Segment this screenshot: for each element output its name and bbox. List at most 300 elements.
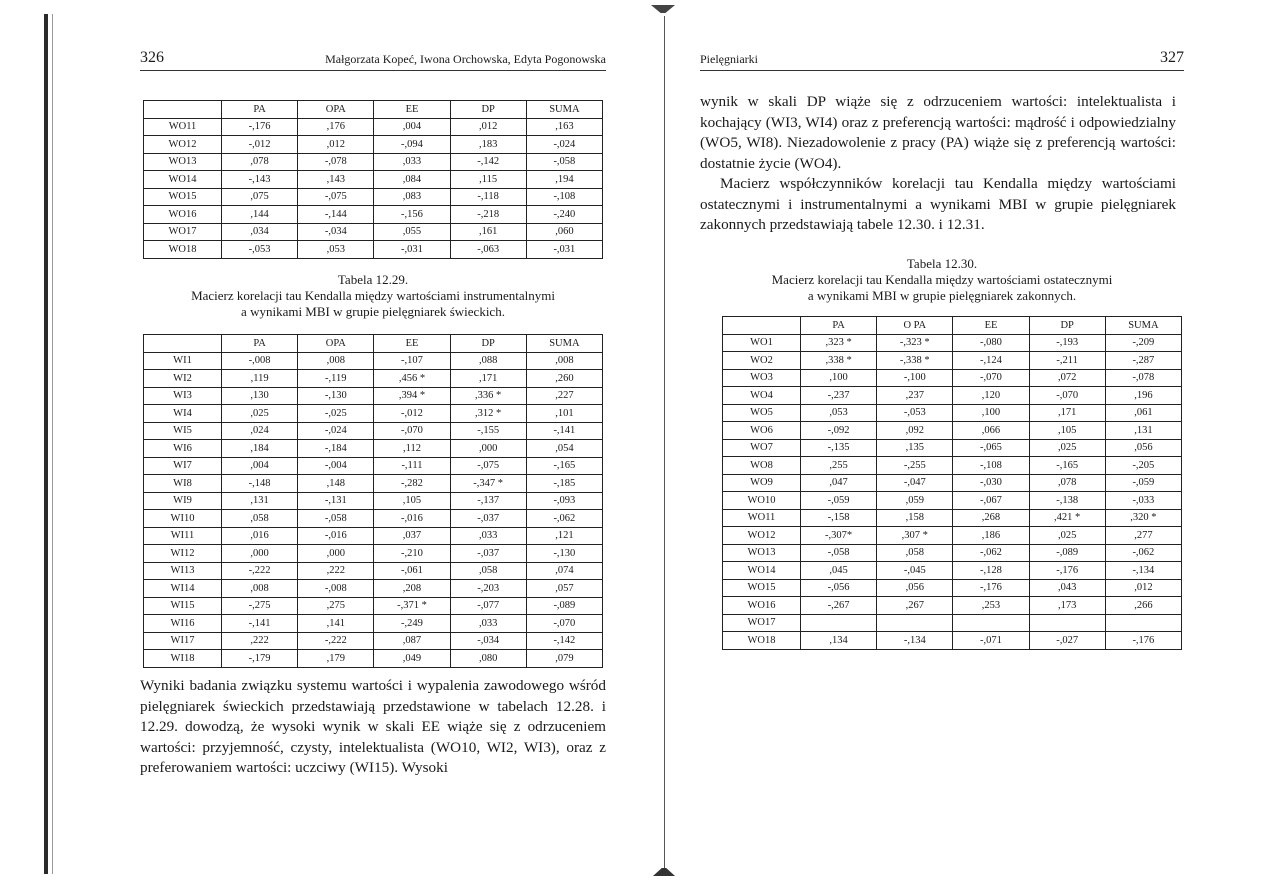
- table-cell: [801, 614, 877, 632]
- table-cell: -,077: [450, 597, 526, 615]
- table-cell: ,161: [450, 223, 526, 241]
- table-cell: ,100: [953, 404, 1029, 422]
- row-label: WO16: [723, 597, 801, 615]
- table-cell: ,268: [953, 509, 1029, 527]
- table-row: [144, 615, 603, 633]
- column-header: DP: [450, 101, 526, 119]
- table-cell: ,144: [222, 206, 298, 224]
- table-row: [144, 527, 603, 545]
- table-row: [144, 650, 603, 668]
- table-cell: ,148: [298, 475, 374, 493]
- table-cell: -,143: [222, 171, 298, 189]
- table-row: [144, 241, 603, 259]
- row-label: WO8: [723, 457, 801, 475]
- caption-line-2: a wynikami MBI w grupie pielęgniarek zakonnych.: [807, 288, 1077, 303]
- caption-line-2: a wynikami MBI w grupie pielęgniarek świeckich.: [241, 304, 505, 319]
- table-cell: -,218: [450, 206, 526, 224]
- table-cell: ,078: [222, 153, 298, 171]
- row-label: WO18: [723, 632, 801, 650]
- table-cell: -,033: [1105, 492, 1181, 510]
- table-header-row: [144, 101, 603, 119]
- row-label: WO2: [723, 352, 801, 370]
- row-label: WI10: [144, 510, 222, 528]
- left-running-title: Małgorzata Kopeć, Iwona Orchowska, Edyta Pogonowska: [325, 52, 606, 66]
- table-cell: -,144: [298, 206, 374, 224]
- table-row: [723, 352, 1182, 370]
- table-cell: -,222: [298, 632, 374, 650]
- row-label: WI9: [144, 492, 222, 510]
- table-cell: -,148: [222, 475, 298, 493]
- table-cell: -,134: [877, 632, 953, 650]
- table-cell: ,004: [222, 457, 298, 475]
- table-cell: -,037: [450, 545, 526, 563]
- table-cell: ,134: [801, 632, 877, 650]
- column-header: SUMA: [526, 335, 602, 353]
- table-cell: -,078: [298, 153, 374, 171]
- table-cell: ,016: [222, 527, 298, 545]
- table-cell: ,072: [1029, 369, 1105, 387]
- table-cell: -,211: [1029, 352, 1105, 370]
- table-cell: ,312 *: [450, 405, 526, 423]
- table-cell: ,237: [877, 387, 953, 405]
- row-label: WI17: [144, 632, 222, 650]
- table-cell: -,070: [526, 615, 602, 633]
- table-cell: ,158: [877, 509, 953, 527]
- table-row: [723, 579, 1182, 597]
- table-cell: -,165: [526, 457, 602, 475]
- table-cell: -,008: [298, 580, 374, 598]
- table-cell: ,025: [1029, 527, 1105, 545]
- table-cell: -,027: [1029, 632, 1105, 650]
- table-cell: ,084: [374, 171, 450, 189]
- table-cell: [1029, 614, 1105, 632]
- table-cell: -,037: [450, 510, 526, 528]
- table-header-row: [144, 335, 603, 353]
- table-row: [144, 153, 603, 171]
- table-row: [723, 614, 1182, 632]
- table-cell: ,135: [877, 439, 953, 457]
- table-cell: [1105, 614, 1181, 632]
- row-label: WO17: [723, 614, 801, 632]
- table-row: [144, 118, 603, 136]
- table-12-29: [143, 334, 603, 668]
- table-cell: ,131: [1105, 422, 1181, 440]
- table-cell: -,176: [953, 579, 1029, 597]
- table-cell: ,266: [1105, 597, 1181, 615]
- row-label: WO16: [144, 206, 222, 224]
- table-cell: ,421 *: [1029, 509, 1105, 527]
- table-row: [723, 562, 1182, 580]
- table-cell: -,100: [877, 369, 953, 387]
- table-row: [144, 597, 603, 615]
- table-row: [723, 422, 1182, 440]
- column-header: PA: [801, 317, 877, 335]
- table-cell: ,075: [222, 188, 298, 206]
- table-cell: -,111: [374, 457, 450, 475]
- table-header-row: [723, 317, 1182, 335]
- table-cell: ,080: [450, 650, 526, 668]
- column-header: EE: [374, 335, 450, 353]
- right-page: [700, 0, 1184, 646]
- table-cell: ,320 *: [1105, 509, 1181, 527]
- table-cell: ,083: [374, 188, 450, 206]
- table-row: [144, 632, 603, 650]
- table-cell: -,047: [877, 474, 953, 492]
- table-row: [144, 580, 603, 598]
- table-cell: -,093: [526, 492, 602, 510]
- table-cell: ,186: [953, 527, 1029, 545]
- row-label: WO14: [723, 562, 801, 580]
- table-cell: ,112: [374, 440, 450, 458]
- table-cell: -,282: [374, 475, 450, 493]
- table-cell: -,287: [1105, 352, 1181, 370]
- table-cell: ,394 *: [374, 387, 450, 405]
- table-cell: ,275: [298, 597, 374, 615]
- table-cell: -,240: [526, 206, 602, 224]
- table-cell: ,176: [298, 118, 374, 136]
- table-cell: -,118: [450, 188, 526, 206]
- row-label: WI8: [144, 475, 222, 493]
- table-cell: -,008: [222, 352, 298, 370]
- table-cell: -,203: [450, 580, 526, 598]
- table-cell: ,055: [374, 223, 450, 241]
- table-cell: -,267: [801, 597, 877, 615]
- table-cell: ,087: [374, 632, 450, 650]
- table-cell: -,062: [953, 544, 1029, 562]
- right-running-title: Pielęgniarki: [700, 52, 758, 66]
- table-cell: ,105: [374, 492, 450, 510]
- table-cell: ,141: [298, 615, 374, 633]
- table-cell: ,043: [1029, 579, 1105, 597]
- table-cell: -,070: [374, 422, 450, 440]
- column-header: [723, 317, 801, 335]
- table-cell: ,171: [1029, 404, 1105, 422]
- caption-label: Tabela 12.30.: [906, 256, 978, 271]
- table-cell: -,059: [1105, 474, 1181, 492]
- table-cell: ,092: [877, 422, 953, 440]
- table-cell: -,165: [1029, 457, 1105, 475]
- gutter-mark-bottom: [653, 868, 675, 876]
- row-label: WI15: [144, 597, 222, 615]
- table-row: [144, 422, 603, 440]
- table-cell: ,336 *: [450, 387, 526, 405]
- table-cell: ,034: [222, 223, 298, 241]
- table-row: [144, 475, 603, 493]
- table-row: [144, 457, 603, 475]
- table-cell: -,045: [877, 562, 953, 580]
- table-cell: ,227: [526, 387, 602, 405]
- table-cell: -,185: [526, 475, 602, 493]
- right-page-number: 327: [1160, 49, 1184, 66]
- table-cell: -,323 *: [877, 334, 953, 352]
- row-label: WO3: [723, 369, 801, 387]
- table-cell: -,056: [801, 579, 877, 597]
- table-cell: -,156: [374, 206, 450, 224]
- table-cell: -,237: [801, 387, 877, 405]
- row-label: WO1: [723, 334, 801, 352]
- table-cell: ,079: [526, 650, 602, 668]
- table-row: [723, 492, 1182, 510]
- table-cell: ,179: [298, 650, 374, 668]
- table-cell: ,061: [1105, 404, 1181, 422]
- row-label: WI13: [144, 562, 222, 580]
- table-cell: ,024: [222, 422, 298, 440]
- table-left-top: [143, 100, 603, 259]
- table-cell: ,012: [450, 118, 526, 136]
- left-page: [140, 0, 606, 776]
- table-row: [723, 597, 1182, 615]
- table-cell: ,045: [801, 562, 877, 580]
- row-label: WO13: [723, 544, 801, 562]
- table-cell: -,205: [1105, 457, 1181, 475]
- table-cell: ,053: [298, 241, 374, 259]
- table-cell: -,070: [1029, 387, 1105, 405]
- column-header: O PA: [877, 317, 953, 335]
- table-cell: -,058: [298, 510, 374, 528]
- table-row: [723, 509, 1182, 527]
- table-cell: -,176: [1029, 562, 1105, 580]
- table-cell: -,092: [801, 422, 877, 440]
- row-label: WO12: [144, 136, 222, 154]
- table-cell: -,062: [1105, 544, 1181, 562]
- table-row: [144, 352, 603, 370]
- table-row: [723, 387, 1182, 405]
- table-cell: ,058: [877, 544, 953, 562]
- table-cell: ,012: [298, 136, 374, 154]
- left-running-head: [140, 46, 606, 71]
- table-cell: ,056: [1105, 439, 1181, 457]
- caption-line-1: Macierz korelacji tau Kendalla między wartościami instrumentalnymi: [191, 288, 555, 303]
- row-label: WO5: [723, 404, 801, 422]
- table-cell: -,071: [953, 632, 1029, 650]
- table-cell: -,089: [1029, 544, 1105, 562]
- table-cell: ,277: [1105, 527, 1181, 545]
- table-cell: ,056: [877, 579, 953, 597]
- table-row: [144, 440, 603, 458]
- table-cell: ,119: [222, 370, 298, 388]
- table-row: [723, 527, 1182, 545]
- column-header: SUMA: [526, 101, 602, 119]
- column-header: DP: [1029, 317, 1105, 335]
- table-cell: ,260: [526, 370, 602, 388]
- table-row: [144, 405, 603, 423]
- table-cell: ,194: [526, 171, 602, 189]
- table-cell: ,058: [222, 510, 298, 528]
- table-cell: ,078: [1029, 474, 1105, 492]
- table-cell: -,031: [374, 241, 450, 259]
- table-cell: ,066: [953, 422, 1029, 440]
- table-cell: -,108: [953, 457, 1029, 475]
- row-label: WO14: [144, 171, 222, 189]
- table-cell: -,193: [1029, 334, 1105, 352]
- column-header: OPA: [298, 101, 374, 119]
- table-cell: ,033: [450, 527, 526, 545]
- table-cell: -,138: [1029, 492, 1105, 510]
- table-cell: ,130: [222, 387, 298, 405]
- table-cell: -,275: [222, 597, 298, 615]
- table-row: [144, 136, 603, 154]
- table-cell: -,158: [801, 509, 877, 527]
- column-header: OPA: [298, 335, 374, 353]
- row-label: WI6: [144, 440, 222, 458]
- table-row: [144, 223, 603, 241]
- table-cell: -,024: [526, 136, 602, 154]
- table-row: [144, 171, 603, 189]
- table-cell: ,163: [526, 118, 602, 136]
- table-cell: ,049: [374, 650, 450, 668]
- row-label: WI12: [144, 545, 222, 563]
- table-row: [723, 404, 1182, 422]
- table-cell: ,183: [450, 136, 526, 154]
- left-paragraph: Wyniki badania związku systemu wartości i wypalenia zawodowego wśród pielęgniarek świeckich przedstawiają przedstawione w tabelach 12.28. i 12.29. dowodzą, że wysoki wynik w skali EE wiąże się z odrzuceniem wartości: przyjemność, czysty, intelektualista (WO10, WI2, WI3), oraz z preferowaniem wartości: uczciwy (WI15). Wysoki: [140, 677, 606, 776]
- column-header: EE: [374, 101, 450, 119]
- table-cell: -,124: [953, 352, 1029, 370]
- table-cell: -,176: [222, 118, 298, 136]
- column-header: PA: [222, 335, 298, 353]
- table-cell: [877, 614, 953, 632]
- table-cell: -,131: [298, 492, 374, 510]
- right-body-text: [700, 92, 1176, 236]
- table-cell: -,030: [953, 474, 1029, 492]
- table-cell: ,000: [298, 545, 374, 563]
- table-cell: ,121: [526, 527, 602, 545]
- table-cell: -,063: [450, 241, 526, 259]
- table-row: [144, 545, 603, 563]
- table-row: [723, 457, 1182, 475]
- table-cell: -,062: [526, 510, 602, 528]
- table-cell: -,179: [222, 650, 298, 668]
- table-cell: -,058: [801, 544, 877, 562]
- table-cell: -,128: [953, 562, 1029, 580]
- table-cell: ,059: [877, 492, 953, 510]
- book-edge: [44, 14, 48, 874]
- table-row: [144, 562, 603, 580]
- table-cell: -,137: [450, 492, 526, 510]
- table-row: [723, 544, 1182, 562]
- table-cell: ,025: [1029, 439, 1105, 457]
- table-row: [144, 188, 603, 206]
- row-label: WI4: [144, 405, 222, 423]
- row-label: WI16: [144, 615, 222, 633]
- table-cell: ,307 *: [877, 527, 953, 545]
- left-page-number: 326: [140, 49, 164, 66]
- column-header: [144, 101, 222, 119]
- table-cell: -,209: [1105, 334, 1181, 352]
- row-label: WI18: [144, 650, 222, 668]
- table-cell: -,058: [526, 153, 602, 171]
- row-label: WO17: [144, 223, 222, 241]
- table-cell: -,347 *: [450, 475, 526, 493]
- right-running-head: [700, 46, 1184, 71]
- table-cell: -,222: [222, 562, 298, 580]
- row-label: WI2: [144, 370, 222, 388]
- table-cell: -,016: [374, 510, 450, 528]
- table-row: [723, 474, 1182, 492]
- table-cell: ,025: [222, 405, 298, 423]
- table-cell: ,008: [526, 352, 602, 370]
- table-cell: ,323 *: [801, 334, 877, 352]
- row-label: WI7: [144, 457, 222, 475]
- row-label: WO7: [723, 439, 801, 457]
- row-label: WI3: [144, 387, 222, 405]
- table-cell: ,171: [450, 370, 526, 388]
- right-paragraph-2: Macierz współczynników korelacji tau Kendalla między wartościami ostatecznymi i instrumentalnymi a wynikami MBI w grupie pielęgniarek zakonnych przedstawiają tabele 12.30. i 12.31.: [700, 175, 1176, 233]
- table-cell: ,004: [374, 118, 450, 136]
- table-cell: ,208: [374, 580, 450, 598]
- table-cell: ,008: [222, 580, 298, 598]
- table-cell: ,074: [526, 562, 602, 580]
- table-cell: ,173: [1029, 597, 1105, 615]
- table-cell: ,033: [450, 615, 526, 633]
- table-row: [144, 492, 603, 510]
- table-row: [723, 334, 1182, 352]
- table-cell: ,338 *: [801, 352, 877, 370]
- table-cell: -,034: [298, 223, 374, 241]
- table-cell: ,047: [801, 474, 877, 492]
- row-label: WO10: [723, 492, 801, 510]
- caption-label: Tabela 12.29.: [337, 272, 409, 287]
- table-cell: -,134: [1105, 562, 1181, 580]
- table-row: [144, 387, 603, 405]
- table-row: [723, 369, 1182, 387]
- table-cell: -,249: [374, 615, 450, 633]
- table-cell: ,037: [374, 527, 450, 545]
- table-row: [723, 439, 1182, 457]
- row-label: WO9: [723, 474, 801, 492]
- row-label: WO18: [144, 241, 222, 259]
- table-cell: -,034: [450, 632, 526, 650]
- row-label: WI11: [144, 527, 222, 545]
- table-cell: -,025: [298, 405, 374, 423]
- table-cell: ,054: [526, 440, 602, 458]
- table-cell: -,094: [374, 136, 450, 154]
- table-cell: ,100: [801, 369, 877, 387]
- table-cell: -,141: [526, 422, 602, 440]
- table-cell: -,016: [298, 527, 374, 545]
- gutter-mark-top: [651, 5, 675, 13]
- table-12-29-caption: [140, 272, 606, 320]
- column-header: EE: [953, 317, 1029, 335]
- row-label: WO11: [723, 509, 801, 527]
- table-cell: [953, 614, 1029, 632]
- table-cell: -,107: [374, 352, 450, 370]
- table-12-30-caption: [700, 256, 1184, 304]
- table-cell: -,130: [526, 545, 602, 563]
- table-cell: -,176: [1105, 632, 1181, 650]
- table-cell: ,131: [222, 492, 298, 510]
- table-cell: -,307*: [801, 527, 877, 545]
- table-cell: ,255: [801, 457, 877, 475]
- table-cell: ,143: [298, 171, 374, 189]
- row-label: WO4: [723, 387, 801, 405]
- table-row: [723, 632, 1182, 650]
- table-cell: -,004: [298, 457, 374, 475]
- row-label: WO15: [723, 579, 801, 597]
- table-cell: ,012: [1105, 579, 1181, 597]
- table-cell: ,000: [450, 440, 526, 458]
- table-cell: -,338 *: [877, 352, 953, 370]
- table-row: [144, 510, 603, 528]
- row-label: WO13: [144, 153, 222, 171]
- table-cell: -,075: [298, 188, 374, 206]
- table-cell: -,142: [526, 632, 602, 650]
- table-cell: -,089: [526, 597, 602, 615]
- table-cell: -,012: [222, 136, 298, 154]
- table-cell: -,130: [298, 387, 374, 405]
- row-label: WI1: [144, 352, 222, 370]
- left-body-text: [140, 676, 606, 779]
- table-cell: ,253: [953, 597, 1029, 615]
